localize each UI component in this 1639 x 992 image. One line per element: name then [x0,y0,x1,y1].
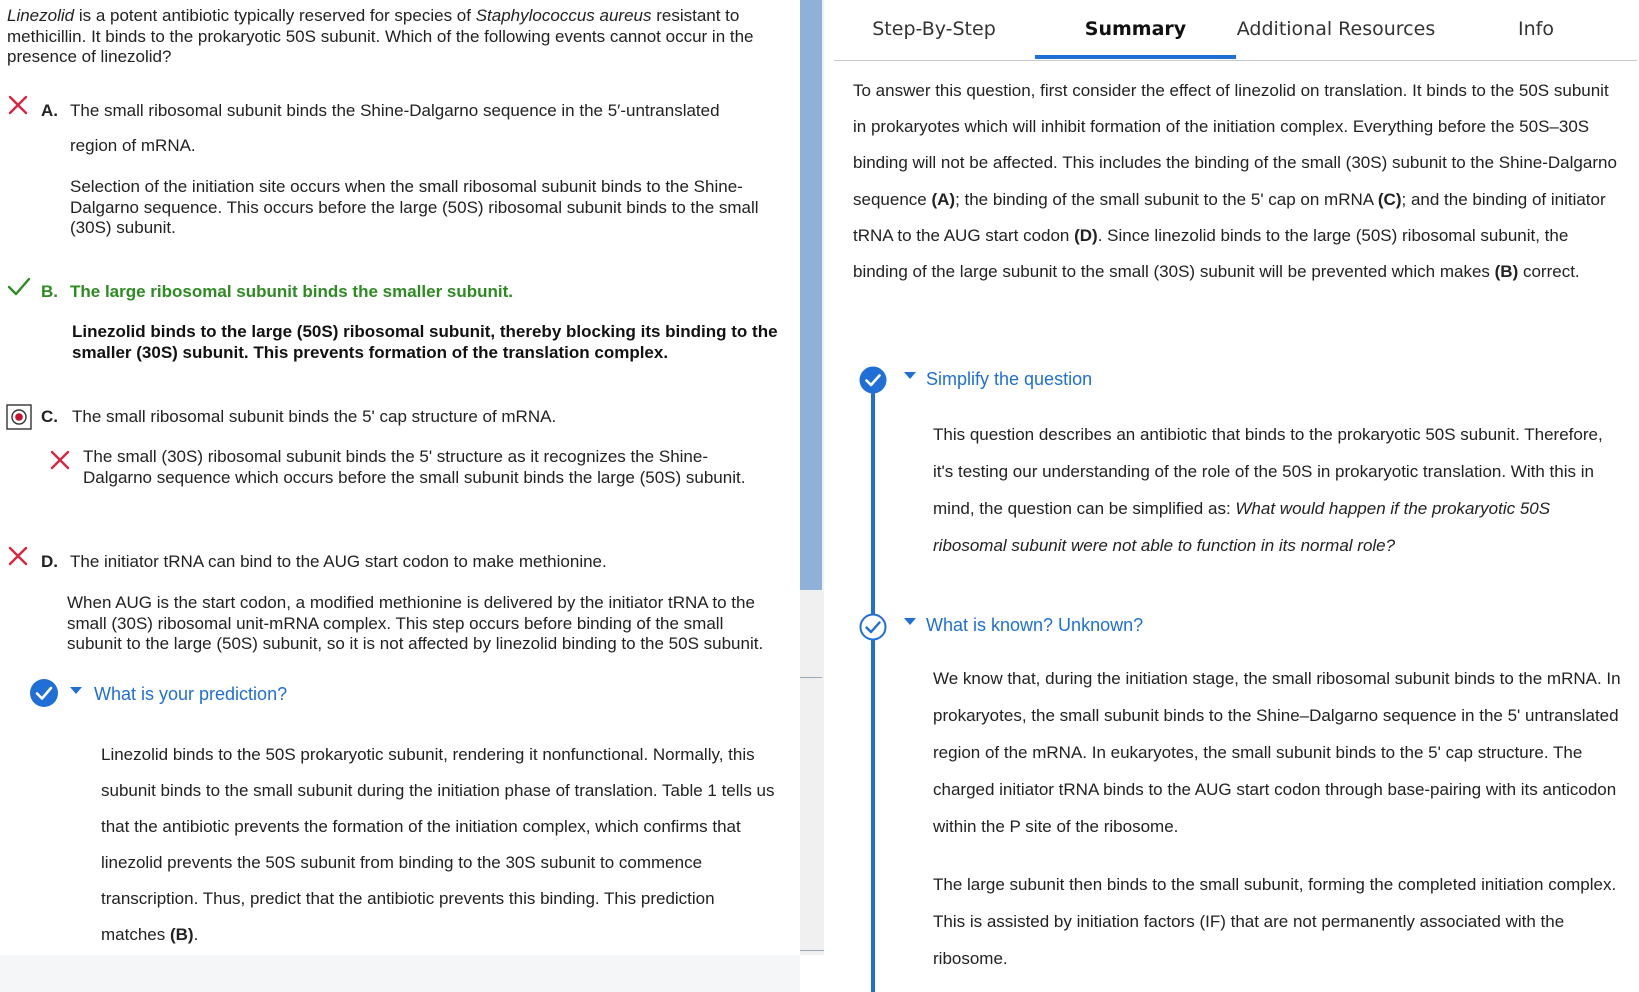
completed-check-icon [29,678,59,708]
option-c-explanation: The small (30S) ribosomal subunit binds the 5' structure as it recognizes the Shine-Dalgarno sequence which occurs before the small subunit binds the large (50S) subunit. [83,447,746,487]
question-organism: Staphylococcus aureus [475,6,652,25]
step-simplify-title[interactable]: Simplify the question [926,369,1093,389]
tab-summary[interactable]: Summary [1084,18,1187,40]
incorrect-x-icon [6,93,32,119]
tab-additional-resources[interactable]: Additional Resources [1236,18,1436,40]
incorrect-x-icon [6,544,32,570]
solution-pane [834,0,1639,992]
completed-check-icon [859,366,887,394]
summary-text: To answer this question, first consider the effect of linezolid on translation. It binds to the 50S subunit in prokaryotes which will inhibit formation of the initiation complex. Everything before the 50S–30S binding will not be affected. This includes the binding of the small (30S) subunit to the Shine-Dalgarno sequence (A); the binding of the small subunit to the 5' cap on mRNA (C); and the binding of initiator tRNA to the AUG start codon (D). Since linezolid binds to the large (50S) ribosomal subunit, the binding of the large subunit to the small (30S) subunit will be prevented which makes (B) correct. [853,81,1617,282]
option-a-letter: A. [41,101,58,120]
option-a-text: The small ribosomal subunit binds the Shine-Dalgarno sequence in the 5′-untranslated [70,101,720,120]
active-tab-indicator [1035,55,1236,59]
option-a-text-cont: region of mRNA. [70,136,196,155]
question-pane [0,0,800,955]
pane-footer [0,955,800,992]
caret-down-icon[interactable] [70,687,82,694]
selected-radio-icon[interactable] [6,404,32,430]
prediction-title[interactable]: What is your prediction? [94,684,288,704]
tab-step-by-step[interactable]: Step-By-Step [872,18,996,40]
tab-info[interactable]: Info [1518,18,1554,40]
scrollbar-thumb[interactable] [800,0,822,590]
caret-down-icon[interactable] [904,372,916,379]
incorrect-x-icon [48,448,74,474]
scrollbar-divider [800,677,822,678]
question-stem: Linezolid is a potent antibiotic typically reserved for species of Staphylococcus aureus resistant to methicillin. It binds to the prokaryotic 50S subunit. Which of the following events cannot occur in the presence of linezolid? [7,6,754,66]
step-known-title[interactable]: What is known? Unknown? [926,615,1144,635]
option-d-text: The initiator tRNA can bind to the AUG start codon to make methionine. [70,552,607,571]
scrollbar-end [800,950,824,951]
option-c-text: The small ribosomal subunit binds the 5' cap structure of mRNA. [72,407,557,426]
option-c-letter: C. [41,407,58,426]
option-d-explanation: When AUG is the start codon, a modified methionine is delivered by the initiator tRNA to the small (30S) ribosomal unit-mRNA complex. This step occurs before binding of the small subunit to the large (50S) subunit, so it is not affected by linezolid binding to the 50S subunit. [67,593,764,653]
option-b-explanation: Linezolid binds to the large (50S) ribosomal subunit, thereby blocking its binding to the smaller (30S) subunit. This prevents formation of the translation complex. [72,322,778,362]
step-simplify-body: This question describes an antibiotic that binds to the prokaryotic 50S subunit. Therefore, it's testing our understanding of the role of the 50S in prokaryotic translation. With this in mind, the question can be simplified as: What would happen if the prokaryotic 50S ribosomal subunit were not able to function in its normal role? [933,425,1603,555]
checked-outline-icon [859,613,887,641]
tab-bar [834,0,1637,61]
caret-down-icon[interactable] [904,618,916,625]
option-b-text: The large ribosomal subunit binds the smaller subunit. [70,282,514,301]
option-d-letter: D. [41,552,58,571]
step-known-body-2: The large subunit then binds to the small subunit, forming the completed initiation complex. This is assisted by initiation factors (IF) that are not permanently associated with the ribosome. [933,875,1617,968]
question-drug: Linezolid [7,6,75,25]
prediction-body: Linezolid binds to the 50S prokaryotic subunit, rendering it nonfunctional. Normally, this subunit binds to the small subunit during the initiation phase of translation. Table 1 tells us that the antibiotic prevents the formation of the initiation complex, which confirms that linezolid prevents the 50S subunit from binding to the 30S subunit to commence transcription. Thus, predict that the antibiotic prevents this binding. This prediction matches (B). [101,745,775,944]
option-b-letter: B. [41,282,58,301]
step-timeline [871,380,875,992]
step-known-body-1: We know that, during the initiation stage, the small ribosomal subunit binds to the mRNA. In prokaryotes, the small subunit binds to the Shine–Dalgarno sequence in the 5' untranslated region of the mRNA. In eukaryotes, the small subunit binds to the 5' cap structure. The charged initiator tRNA binds to the AUG start codon through base-pairing with its anticodon within the P site of the ribosome. [933,669,1621,836]
option-a-explanation: Selection of the initiation site occurs when the small ribosomal subunit binds to the Shine-Dalgarno sequence. This occurs before the large (50S) ribosomal subunit binds to the small (30S) subunit. [70,177,759,237]
correct-check-icon [6,274,32,300]
